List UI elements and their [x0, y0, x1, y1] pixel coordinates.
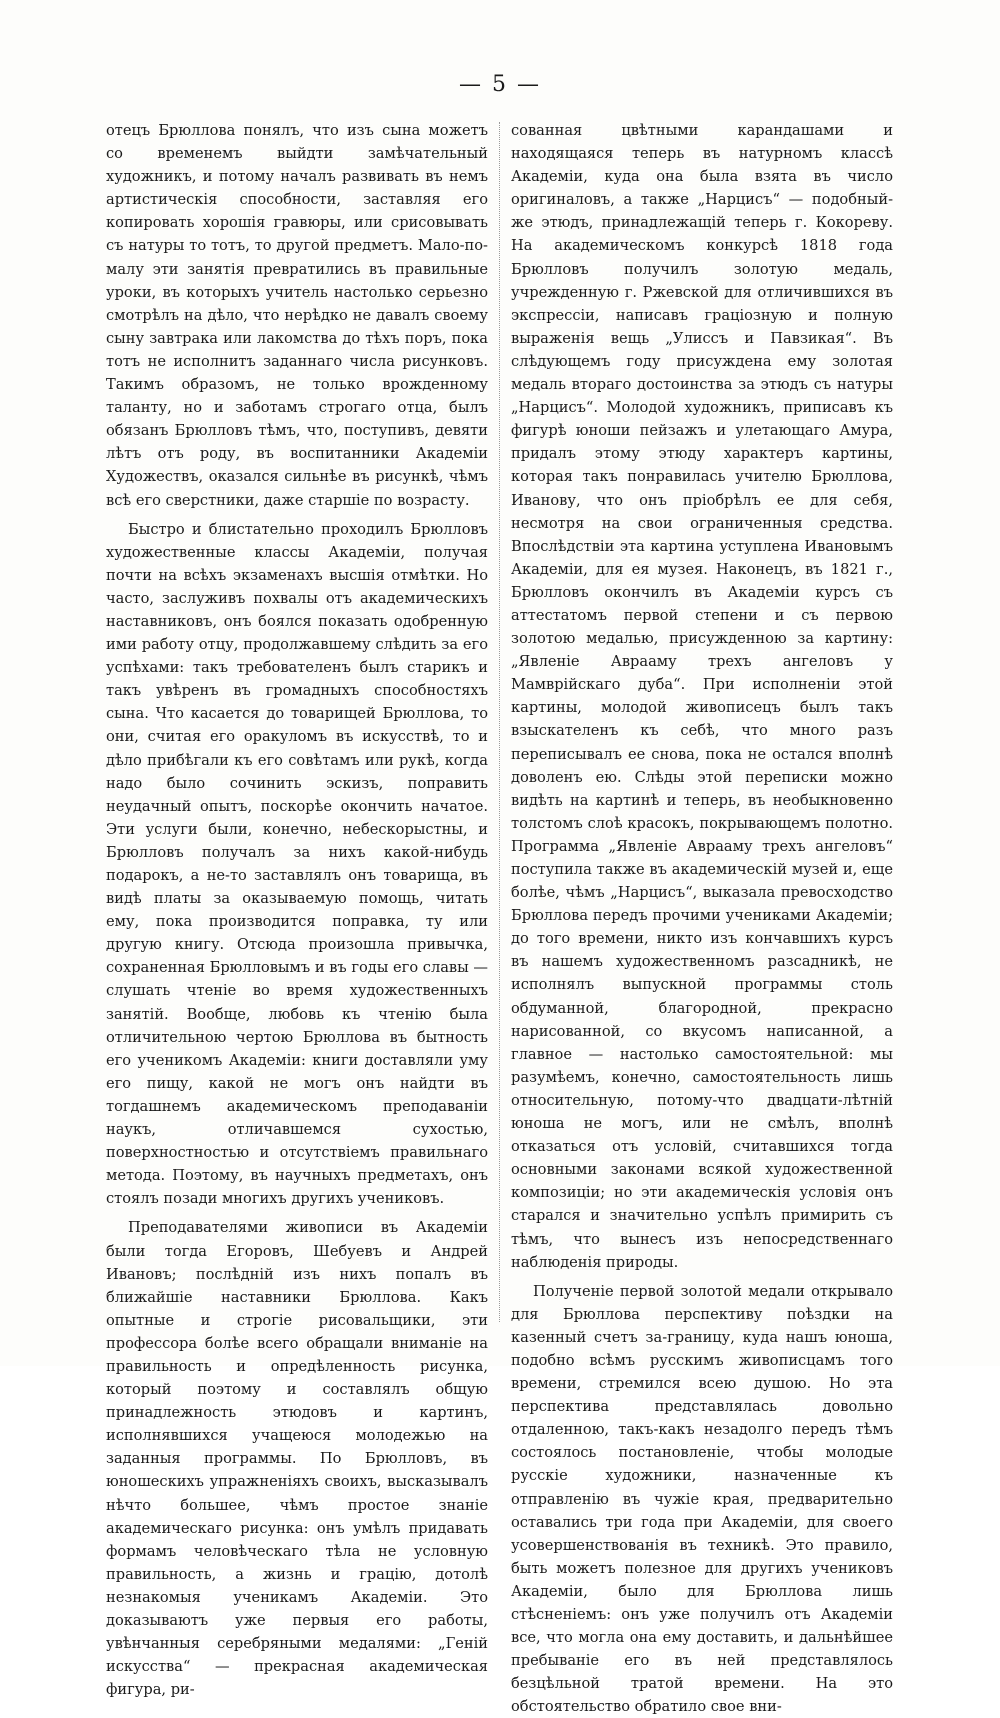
left-column — [106, 119, 488, 1701]
column-divider — [499, 122, 500, 1322]
paragraph: Быстро и блистательно проходилъ Брюлловъ художественные классы Академіи, получая почти на всѣхъ экзаменахъ высшія отмѣтки. Но часто, заслуживъ похвалы отъ академическихъ наставниковъ, онъ боялся показать одобренную ими работу отцу, продолжавшему слѣдить за его успѣхами: такъ требователенъ былъ старикъ и такъ увѣренъ въ громадныхъ способностяхъ сына. Что касается до товарищей Брюллова, то они, считая его оракуломъ въ искусствѣ, то и дѣло прибѣгали къ его совѣтамъ или рукѣ, когда надо было сочинить эскизъ, поправить неудачный опытъ, поскорѣе окончить начатое. Эти услуги были, конечно, небескорыстны, и Брюлловъ получалъ за нихъ какой-нибудь подарокъ, а не-то заставлялъ онъ товарища, въ видѣ платы за оказываемую помощь, читать ему, пока производится поправка, ту или другую книгу. Отсюда произошла привычка, сохраненная Брюлловымъ и въ годы его славы — слушать чтеніе во время художественныхъ занятій. Вообще, любовь къ чтенію была отличительною чертою Брюллова въ бытность его ученикомъ Академіи: книги доставляли уму его пищу, какой не могъ онъ найдти въ тогдашнемъ академическомъ преподаваніи наукъ, отличавшемся сухостью, поверхностностью и отсутствіемъ правильнаго метода. Поэтому, въ научныхъ предметахъ, онъ стоялъ позади многихъ другихъ учениковъ. — [106, 520, 488, 1208]
paragraph: Преподавателями живописи въ Академіи были тогда Егоровъ, Шебуевъ и Андрей Ивановъ; послѣдній изъ нихъ попалъ въ ближайшіе наставники Брюллова. Какъ опытные и строгіе рисовальщики, эти профессора болѣе всего обращали вниманіе на правильность и опредѣленность рисунка, который поэтому и составлялъ общую принадлежность этюдовъ и картинъ, исполнявшихся учащеюся молодежью на заданныя программы. По Брюлловъ, въ юношескихъ упражненіяхъ своихъ, высказывалъ нѣчто большее, чѣмъ простое знаніе академическаго рисунка: онъ умѣлъ придавать формамъ человѣческаго тѣла не условную правильность, а жизнь и грацію, дотолѣ незнакомыя ученикамъ Академіи. Это доказываютъ уже первыя его работы, увѣнчанныя серебряными медалями: „Геній искусства“ — прекрасная академическая фигура, ри- — [106, 1219, 488, 1699]
paragraph: сованная цвѣтными карандашами и находящаяся теперь въ натурномъ классѣ Академіи, куда она была взята въ число оригиналовъ, а также „Нарцисъ“ — подобный-же этюдъ, принадлежащій теперь г. Кокореву. На академическомъ конкурсѣ 1818 года Брюлловъ получилъ золотую медаль, учрежденную г. Ржевской для отличившихся въ экспрессіи, написавъ граціозную и полную выраженія вещь „Улиссъ и Павзикая“. Въ слѣдующемъ году присуждена ему золотая медаль втораго достоинства за этюдъ съ натуры „Нарцисъ“. Молодой художникъ, приписавъ къ фигурѣ юноши пейзажъ и улетающаго Амура, придалъ этому этюду характеръ картины, которая такъ понравилась учителю Брюллова, Иванову, что онъ пріобрѣлъ ее для себя, несмотря на свои ограниченныя средства. Впослѣдствіи эта картина уступлена Ивановымъ Академіи, для ея музея. Наконецъ, въ 1821 г., Брюлловъ окончилъ въ Академіи курсъ съ аттестатомъ первой степени и съ первою золотою медалью, присужденною за картину: „Явленіе Аврааму трехъ ангеловъ у Мамврійскаго дуба“. При исполненіи этой картины, молодой живописецъ былъ такъ взыскателенъ къ себѣ, что много разъ переписывалъ ее снова, пока не остался вполнѣ доволенъ ею. Слѣды этой переписки можно видѣть на картинѣ и теперь, въ необыкновенно толстомъ слоѣ красокъ, покрывающемъ полотно. Программа „Явленіе Аврааму трехъ ангеловъ“ поступила также въ академическій музей и, еще болѣе, чѣмъ „Нарцисъ“, выказала превосходство Брюллова передъ прочими учениками Академіи; до того времени, никто изъ кончавшихъ курсъ въ нашемъ художественномъ разсадникѣ, не исполнялъ выпускной программы столь обдуманной, благородной, прекрасно нарисованной, со вкусомъ написанной, а главное — настолько самостоятельной: мы разумѣемъ, конечно, самостоятельность лишь относительную, потому-что двадцати-лѣтній юноша не могъ, или не смѣлъ, вполнѣ отказаться отъ условій, считавшихся тогда основными законами всякой художественной композиціи; но эти академическія условія онъ старался и значительно успѣлъ примирить съ тѣмъ, что вынесъ изъ непосредственнаго наблюденія природы. — [511, 122, 893, 1271]
paragraph: Полученіе первой золотой медали открывало для Брюллова перспективу поѣздки на казенный счетъ за-границу, куда нашъ юноша, подобно всѣмъ русскимъ живописцамъ того времени, стремился всею душою. Но эта перспектива представлялась довольно отдаленною, такъ-какъ незадолго передъ тѣмъ состоялось постановленіе, чтобы молодые русскіе художники, назначенные къ отправленію въ чужіе края, предварительно оставались три года при Академіи, для своего усовершенствованія въ техникѣ. Это правило, быть можетъ полезное для другихъ учениковъ Академіи, было для Брюллова лишь стѣсненіемъ: онъ уже получилъ отъ Академіи все, что могла она ему доставить, и дальнѣйшее пребываніе его въ ней представлялось безцѣльной тратой времени. На это обстоятельство обратило свое вни- — [511, 1282, 893, 1716]
right-column — [511, 119, 893, 1718]
page-number: — 5 — — [459, 72, 541, 97]
paragraph: отецъ Брюллова понялъ, что изъ сына можетъ со временемъ выйдти замѣчательный художникъ, и потому началъ развивать въ немъ артистическія способности, заставляя его копировать хорошія гравюры, или срисовывать съ натуры то тотъ, то другой предметъ. Мало-по-малу эти занятія превратились въ правильные уроки, въ которыхъ учитель настолько серьезно смотрѣлъ на дѣло, что нерѣдко не давалъ своему сыну завтрака или лакомства до тѣхъ поръ, пока тотъ не исполнитъ заданнаго числа рисунковъ. Такимъ образомъ, не только врожденному таланту, но и заботамъ строгаго отца, былъ обязанъ Брюлловъ тѣмъ, что, поступивъ, девяти лѣтъ отъ роду, въ воспитанники Академіи Художествъ, оказался сильнѣе въ рисункѣ, чѣмъ всѣ его сверстники, даже старшіе по возрасту. — [106, 122, 488, 509]
